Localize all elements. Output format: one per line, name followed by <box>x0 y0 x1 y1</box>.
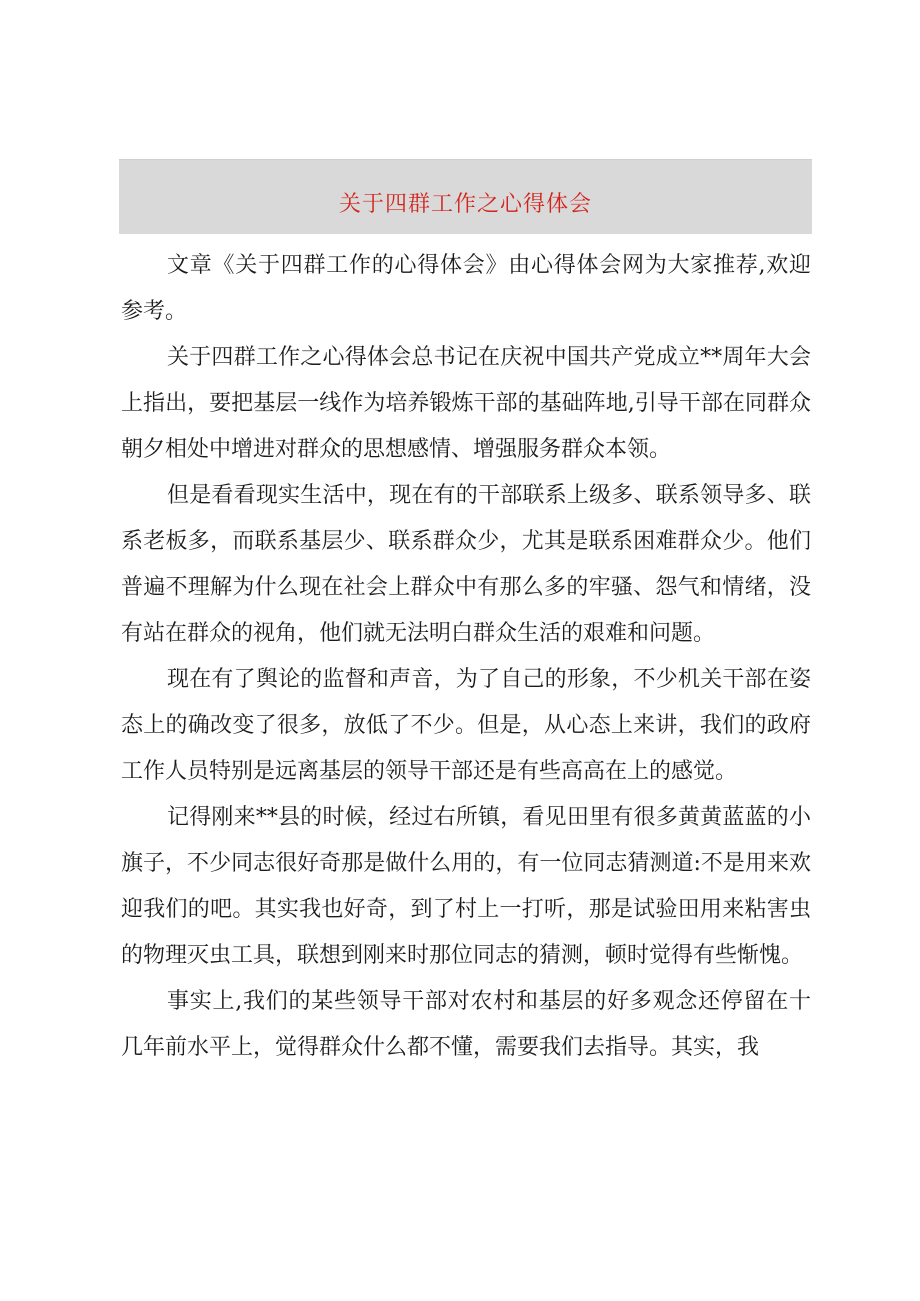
paragraph-2: 但是看看现实生活中，现在有的干部联系上级多、联系领导多、联系老板多，而联系基层少、联系群众少，尤其是联系困难群众少。他们普遍不理解为什么现在社会上群众中有那么多的牢骚、怨气和情绪，没有站在群众的视角，他们就无法明白群众生活的艰难和问题。 <box>121 483 811 646</box>
paragraph-5: 事实上,我们的某些领导干部对农村和基层的好多观念还停留在十几年前水平上，觉得群众什么都不懂，需要我们去指导。其实，我 <box>121 989 811 1060</box>
paragraph-1: 关于四群工作之心得体会总书记在庆祝中国共产党成立**周年大会上指出，要把基层一线作为培养锻炼干部的基础阵地,引导干部在同群众朝夕相处中增进对群众的思想感情、增强服务群众本领。 <box>121 345 811 462</box>
paragraph-3: 现在有了舆论的监督和声音，为了自己的形象，不少机关干部在姿态上的确改变了很多，放低了不少。但是，从心态上来讲，我们的政府工作人员特别是远离基层的领导干部还是有些高高在上的感觉。 <box>121 667 811 784</box>
paragraph-4: 记得刚来**县的时候，经过右所镇，看见田里有很多黄黄蓝蓝的小旗子，不少同志很好奇那是做什么用的，有一位同志猜测道:不是用来欢迎我们的吧。其实我也好奇，到了村上一打听，那是试验田用来粘害虫的物理灭虫工具，联想到刚来时那位同志的猜测，顿时觉得有些惭愧。 <box>121 805 811 968</box>
document-body <box>121 243 811 1071</box>
document-title: 关于四群工作之心得体会 <box>338 192 592 217</box>
paragraph-intro: 文章《关于四群工作的心得体会》由心得体会网为大家推荐,欢迎参考。 <box>121 253 811 324</box>
title-banner <box>119 159 812 234</box>
